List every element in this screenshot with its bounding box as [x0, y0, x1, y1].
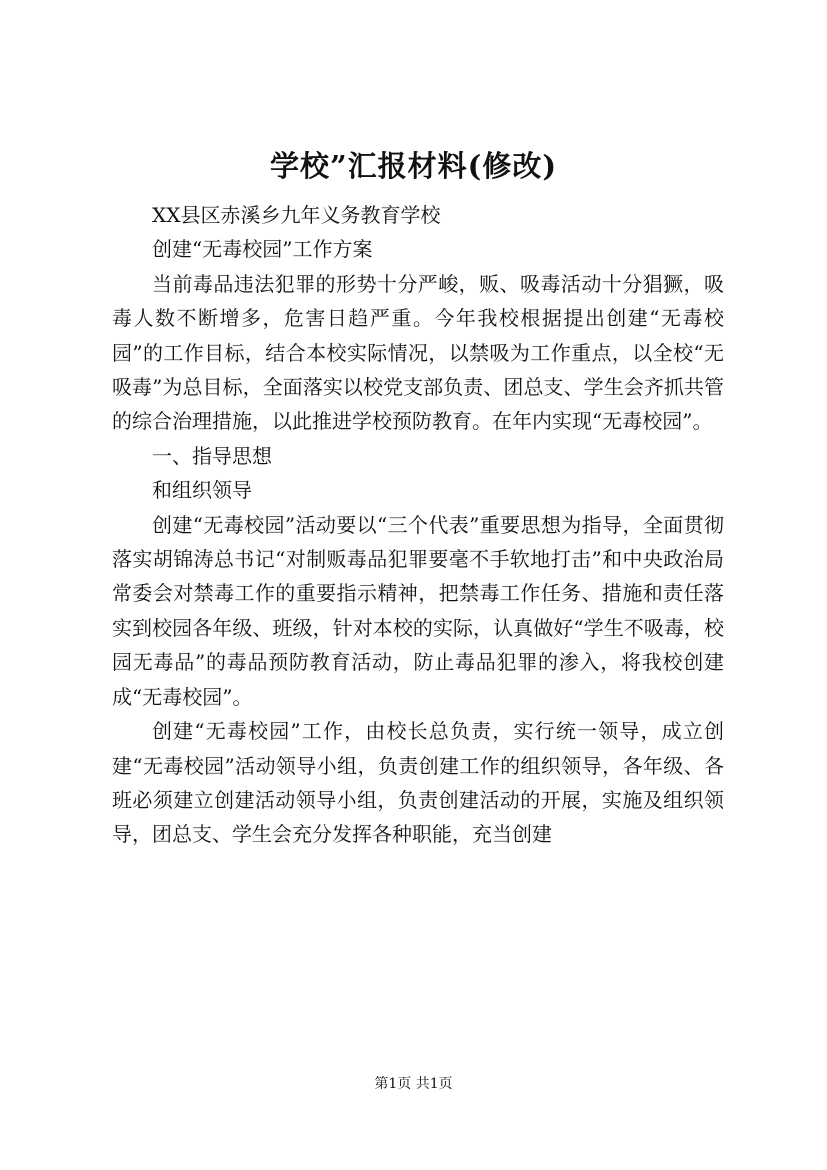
paragraph-plan-title: 创建“无毒校园”工作方案 — [152, 237, 373, 262]
section-heading-guiding-thought: 一、指导思想 — [152, 443, 272, 468]
paragraph-guidance: 创建“无毒校园”活动要以“三个代表”重要思想为指导，全面贯彻落实胡锦涛总书记“对制贩毒品犯罪要毫不手软地打击”和中央政治局常委会对禁毒工作的重要指示精神，把禁毒工作任务、措施和责任落实到校园各年级、班级，针对本校的实际，认真做好“学生不吸毒，校园无毒品”的毒品预防教育活动，防止毒品犯罪的渗入，将我校创建成“无毒校园”。 — [112, 512, 724, 709]
page-footer: 第1页 共1页 — [374, 1076, 453, 1092]
paragraph-school-name: XX县区赤溪乡九年义务教育学校 — [152, 203, 441, 227]
document-body — [112, 198, 724, 852]
section-heading-organization: 和组织领导 — [152, 478, 252, 503]
paragraph-leadership: 创建“无毒校园”工作，由校长总负责，实行统一领导，成立创建“无毒校园”活动领导小组，负责创建工作的组织领导，各年级、各班必须建立创建活动领导小组，负责创建活动的开展，实施及组织领导，团总支、学生会充分发挥各种职能，充当创建 — [112, 719, 724, 847]
paragraph-intro: 当前毒品违法犯罪的形势十分严峻，贩、吸毒活动十分猖獗，吸毒人数不断增多，危害日趋严重。今年我校根据提出创建“无毒校园”的工作目标，结合本校实际情况，以禁吸为工作重点，以全校“无吸毒”为总目标，全面落实以校党支部负责、团总支、学生会齐抓共管的综合治理措施，以此推进学校预防教育。在年内实现“无毒校园”。 — [112, 271, 724, 434]
document-title: 学校”汇报材料(修改) — [269, 149, 558, 183]
